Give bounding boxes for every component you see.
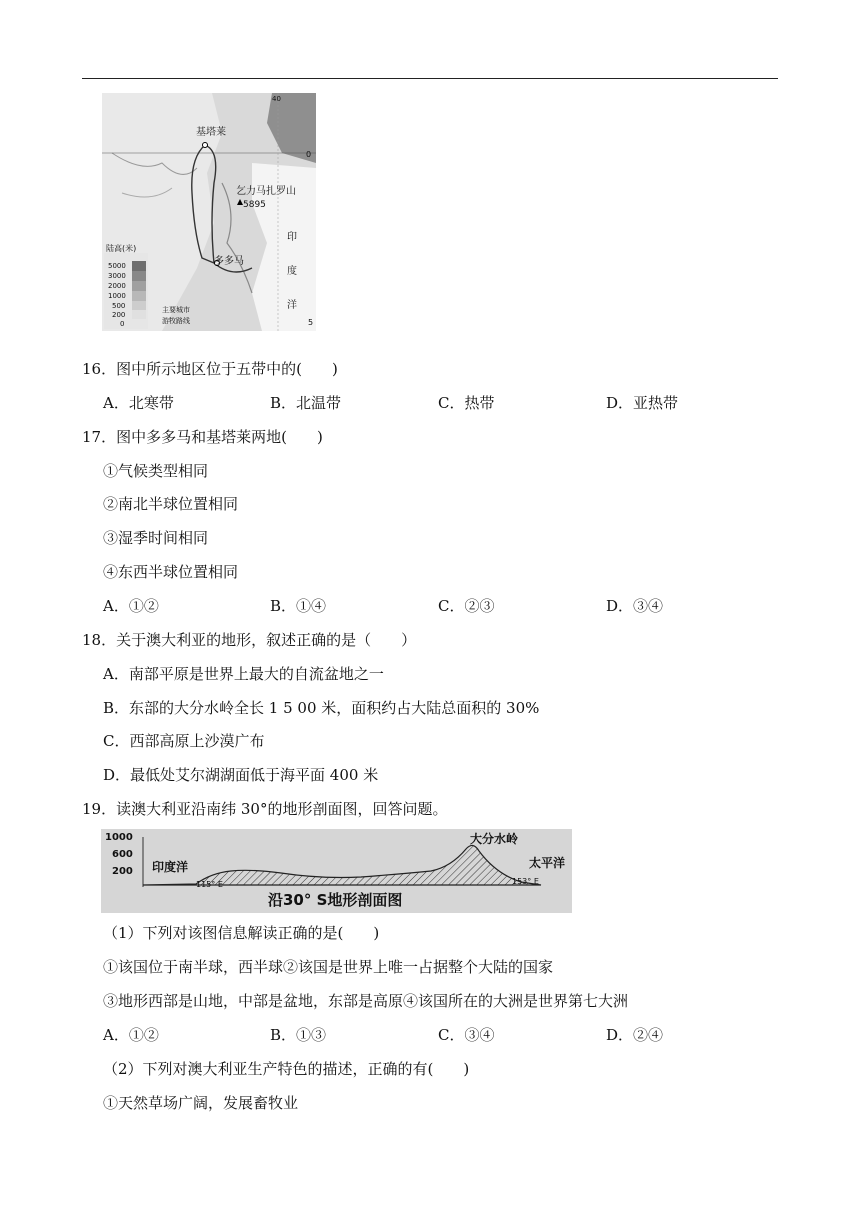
q18-option-a[interactable]: A．南部平原是世界上最大的自流盆地之一 xyxy=(103,665,384,683)
q17-option-c[interactable]: C．②③ xyxy=(438,597,495,615)
q19-part2-stem: （2）下列对澳大利亚生产特色的描述，正确的有( ) xyxy=(103,1060,470,1078)
q16-option-b[interactable]: B．北温带 xyxy=(270,394,342,412)
map-lat-5: 5 xyxy=(308,318,314,327)
map-label-kilimanjaro: 乞力马扎罗山 xyxy=(236,186,296,197)
question-19-stem: 19．读澳大利亚沿南纬 30°的地形剖面图，回答问题。 xyxy=(82,800,448,818)
map-legend-level: 0 xyxy=(120,320,125,328)
q19-part1-stem: （1）下列对该图信息解读正确的是( ) xyxy=(103,924,380,942)
map-lat-0: 0 xyxy=(306,150,312,159)
q18-option-c[interactable]: C．西部高原上沙漠广布 xyxy=(103,732,265,750)
map-legend-level: 200 xyxy=(112,311,126,319)
header-rule xyxy=(82,78,778,79)
city-marker-kitale xyxy=(203,143,208,148)
map-legend-city: 主要城市 xyxy=(162,306,190,314)
profile-label-divide: 大分水岭 xyxy=(470,832,519,846)
q18-option-d[interactable]: D．最低处艾尔湖湖面低于海平面 400 米 xyxy=(103,766,379,784)
map-legend-level: 3000 xyxy=(108,272,126,280)
q19-1-option-a[interactable]: A．①② xyxy=(103,1026,159,1044)
q19-1-option-b[interactable]: B．①③ xyxy=(270,1026,327,1044)
map-label-elevation: 5895 xyxy=(243,200,266,210)
q17-statement: ②南北半球位置相同 xyxy=(103,495,239,513)
map-label-kitale: 基塔莱 xyxy=(196,127,226,138)
q19-part1-statements: ③地形西部是山地，中部是盆地，东部是高原④该国所在的大洲是世界第七大洲 xyxy=(103,992,629,1010)
q19-1-option-c[interactable]: C．③④ xyxy=(438,1026,495,1044)
q16-option-a[interactable]: A．北寒带 xyxy=(103,394,174,412)
q19-part2-statement: ①天然草场广阔，发展畜牧业 xyxy=(103,1094,299,1112)
map-legend-level: 1000 xyxy=(108,292,126,300)
q17-statement: ④东西半球位置相同 xyxy=(103,563,239,581)
q17-option-b[interactable]: B．①④ xyxy=(270,597,327,615)
q19-part1-statements: ①该国位于南半球，西半球②该国是世界上唯一占据整个大陆的国家 xyxy=(103,958,554,976)
profile-lon-east: 153° E xyxy=(512,877,539,886)
q16-option-d[interactable]: D．亚热带 xyxy=(606,394,679,412)
map-legend-level: 5000 xyxy=(108,262,126,270)
map-legend-route: 游牧路线 xyxy=(162,317,190,325)
q17-option-d[interactable]: D．③④ xyxy=(606,597,664,615)
profile-lon-west: 115° E xyxy=(196,880,223,889)
map-lon-40: 40 xyxy=(272,95,281,103)
map-legend-title: 陆高(米) xyxy=(106,244,137,253)
map-legend-level: 2000 xyxy=(108,282,126,290)
q17-statement: ①气候类型相同 xyxy=(103,462,209,480)
q17-statement: ③湿季时间相同 xyxy=(103,529,209,547)
profile-y-tick: 200 xyxy=(112,866,133,877)
profile-label-indian-ocean: 印度洋 xyxy=(152,860,189,874)
map-label-dodoma: 多多马 xyxy=(214,256,244,267)
q16-option-c[interactable]: C．热带 xyxy=(438,394,495,412)
q18-option-b[interactable]: B．东部的大分水岭全长 1 5 00 米，面积约占大陆总面积的 30% xyxy=(103,699,540,717)
profile-label-pacific: 太平洋 xyxy=(529,856,566,870)
q19-1-option-d[interactable]: D．②④ xyxy=(606,1026,664,1044)
map-legend-level: 500 xyxy=(112,302,126,310)
question-16-stem: 16．图中所示地区位于五带中的( ) xyxy=(82,360,338,378)
profile-caption: 沿30° S地形剖面图 xyxy=(268,891,403,909)
map-label-ocean-1: 印 xyxy=(287,232,297,243)
profile-y-tick: 600 xyxy=(112,849,133,860)
map-label-ocean-3: 洋 xyxy=(287,300,297,311)
question-17-stem: 17．图中多多马和基塔莱两地( ) xyxy=(82,428,323,446)
profile-y-tick: 1000 xyxy=(105,832,133,843)
q17-option-a[interactable]: A．①② xyxy=(103,597,159,615)
question-18-stem: 18．关于澳大利亚的地形，叙述正确的是（ ） xyxy=(82,631,417,649)
map-label-ocean-2: 度 xyxy=(287,266,297,277)
